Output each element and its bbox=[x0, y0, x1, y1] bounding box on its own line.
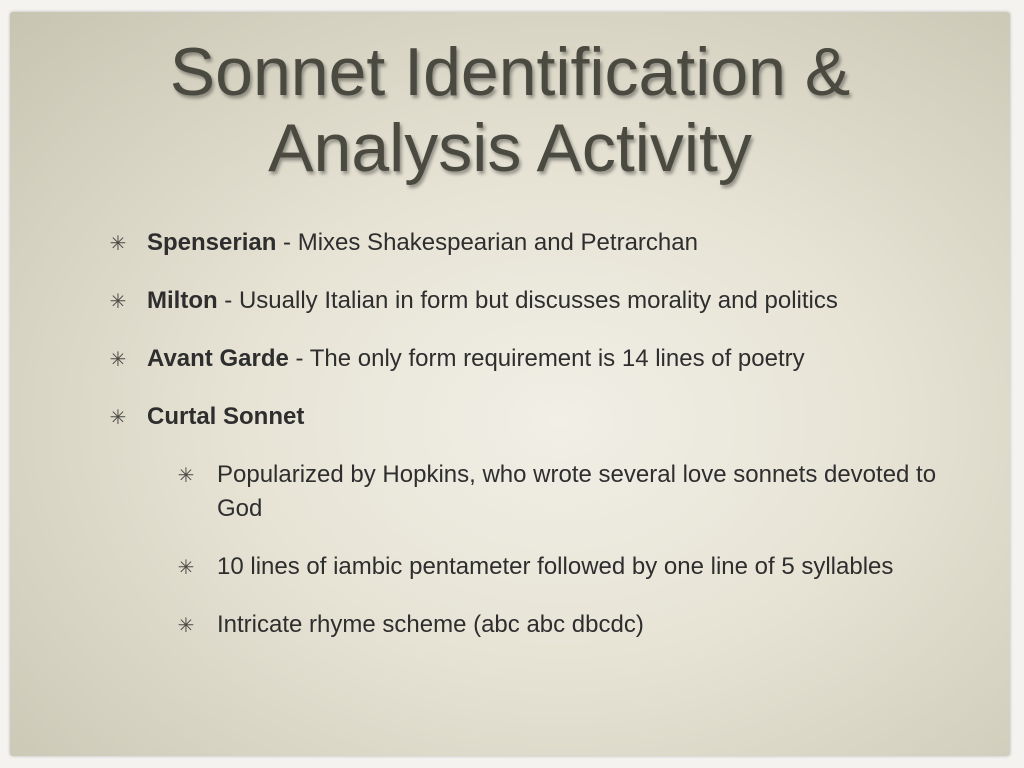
sub-bullet-item-iambic bbox=[10, 550, 1010, 584]
asterisk-bullet-icon: ✳ bbox=[109, 405, 127, 429]
slide-title-line-2: Analysis Activity bbox=[268, 110, 752, 186]
asterisk-bullet-icon: ✳ bbox=[177, 613, 195, 637]
bullet-text: - Usually Italian in form but discusses morality and politics bbox=[217, 287, 838, 314]
sub-bullet-item-hopkins bbox=[10, 458, 1010, 526]
bullet-text: - The only form requirement is 14 lines of poetry bbox=[288, 345, 805, 372]
bullet-list bbox=[10, 226, 1010, 666]
asterisk-bullet-icon: ✳ bbox=[109, 289, 127, 313]
sub-bullet-text: Popularized by Hopkins, who wrote several love sonnets devoted to God bbox=[217, 461, 937, 522]
sub-bullet-text: 10 lines of iambic pentameter followed by one line of 5 syllables bbox=[217, 553, 894, 580]
bullet-item-milton bbox=[10, 284, 1010, 318]
bullet-term: Curtal Sonnet bbox=[147, 403, 305, 430]
bullet-item-spenserian bbox=[10, 226, 1010, 260]
sub-bullet-item-rhyme-scheme bbox=[10, 608, 1010, 642]
asterisk-bullet-icon: ✳ bbox=[109, 347, 127, 371]
bullet-item-curtal-sonnet bbox=[10, 400, 1010, 434]
asterisk-bullet-icon: ✳ bbox=[177, 463, 195, 487]
bullet-item-avant-garde bbox=[10, 342, 1010, 376]
slide-title bbox=[10, 34, 1010, 186]
bullet-text: - Mixes Shakespearian and Petrarchan bbox=[276, 229, 698, 256]
asterisk-bullet-icon: ✳ bbox=[177, 555, 195, 579]
sub-bullet-text: Intricate rhyme scheme (abc abc dbcdc) bbox=[217, 611, 644, 638]
slide bbox=[10, 12, 1010, 756]
bullet-term: Avant Garde bbox=[147, 345, 289, 372]
bullet-term: Spenserian bbox=[147, 229, 277, 256]
slide-title-line-1: Sonnet Identification & bbox=[169, 34, 851, 110]
asterisk-bullet-icon: ✳ bbox=[109, 231, 127, 255]
bullet-term: Milton bbox=[147, 287, 218, 314]
